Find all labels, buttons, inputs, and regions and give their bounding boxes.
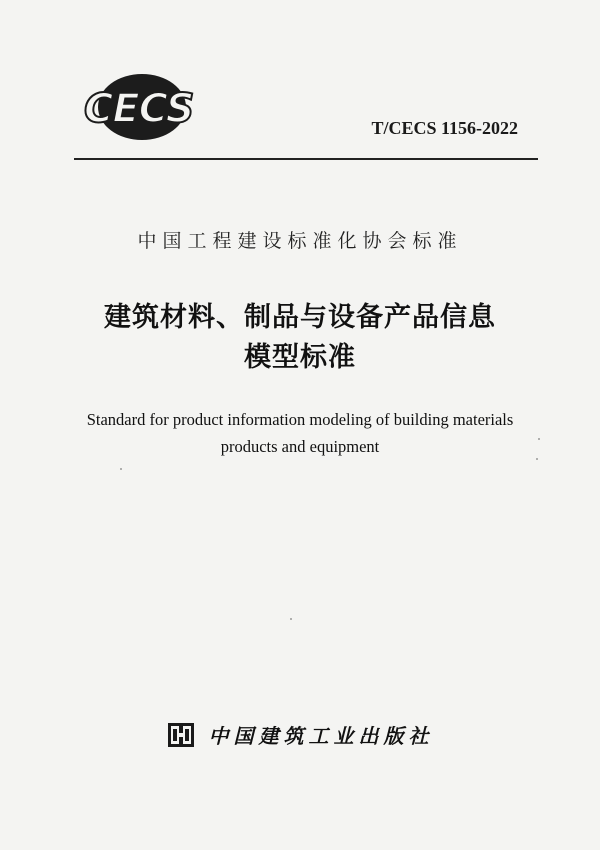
chinese-title <box>0 298 600 378</box>
scan-speck <box>538 438 540 440</box>
cecs-logo <box>84 72 216 144</box>
english-title-line-1: Standard for product information modeling of building materials <box>86 410 514 429</box>
publisher-logo-icon <box>167 722 195 748</box>
cecs-logo-text: CECS <box>84 86 194 132</box>
publisher-block <box>0 720 600 749</box>
scan-speck <box>536 458 538 460</box>
english-title <box>0 406 600 460</box>
english-title-line-2: products and equipment <box>220 437 380 456</box>
chinese-title-line-1: 建筑材料、制品与设备产品信息 <box>104 302 496 333</box>
scan-speck <box>290 618 292 620</box>
header-rule <box>74 158 538 160</box>
publisher-name: 中国建筑工业出版社 <box>208 724 434 748</box>
chinese-title-line-2: 模型标准 <box>244 342 356 373</box>
association-standard-label: 中国工程建设标准化协会标准 <box>137 230 463 252</box>
standard-number: T/CECS 1156-2022 <box>371 118 518 138</box>
scan-speck <box>120 468 122 470</box>
